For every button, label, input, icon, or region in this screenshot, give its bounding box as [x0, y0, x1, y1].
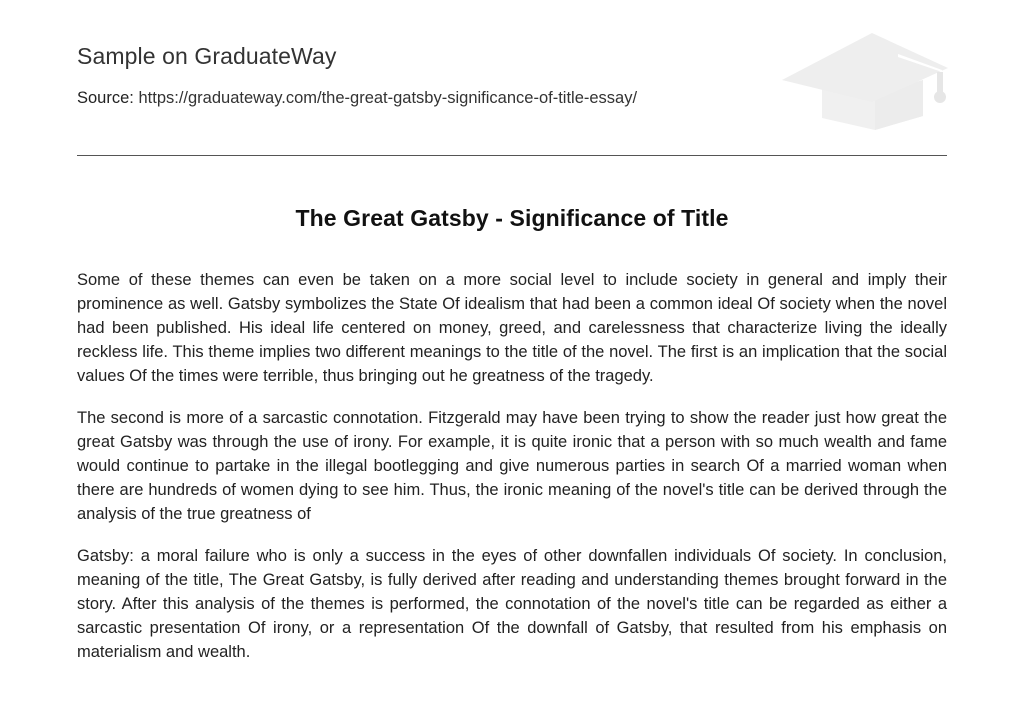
source-line — [77, 89, 637, 108]
source-link[interactable]: https://graduateway.com/the-great-gatsby-significance-of-title-essay/ — [138, 89, 638, 107]
article-title: The Great Gatsby - Significance of Title — [295, 205, 729, 231]
source-label: Source: — [77, 89, 134, 107]
article-paragraph: Gatsby: a moral failure who is only a success in the eyes of other downfallen individuals Of society. In conclusion, meaning of the title, The Great Gatsby, is fully derived after reading and understanding themes brought forward in the story. After this analysis of the themes is performed, the connotation of the novel's title can be regarded as either a sarcastic presentation Of irony, or a representation Of the downfall of Gatsby, that resulted from his emphasis on materialism and wealth. — [77, 547, 947, 661]
article-body — [77, 268, 947, 682]
page-header — [77, 0, 947, 156]
graduation-cap-icon — [780, 30, 950, 134]
article-paragraph: Some of these themes can even be taken on a more social level to include society in general and imply their prominence as well. Gatsby symbolizes the State Of idealism that had been a common ideal Of society when the novel had been published. His ideal life centered on money, greed, and carelessness that characterize living the ideally reckless life. This theme implies two different meanings to the title of the novel. The first is an implication that the social values Of the times were terrible, thus bringing out he greatness of the tragedy. — [77, 271, 947, 385]
header-divider — [77, 155, 947, 156]
site-label: Sample on GraduateWay — [77, 43, 337, 69]
article-paragraph: The second is more of a sarcastic connotation. Fitzgerald may have been trying to show the reader just how great the great Gatsby was through the use of irony. For example, it is quite ironic that a person with so much wealth and fame would continue to partake in the illegal bootlegging and give numerous parties in search Of a married woman when there are hundreds of women dying to see him. Thus, the ironic meaning of the novel's title can be derived through the analysis of the true greatness of — [77, 409, 947, 523]
